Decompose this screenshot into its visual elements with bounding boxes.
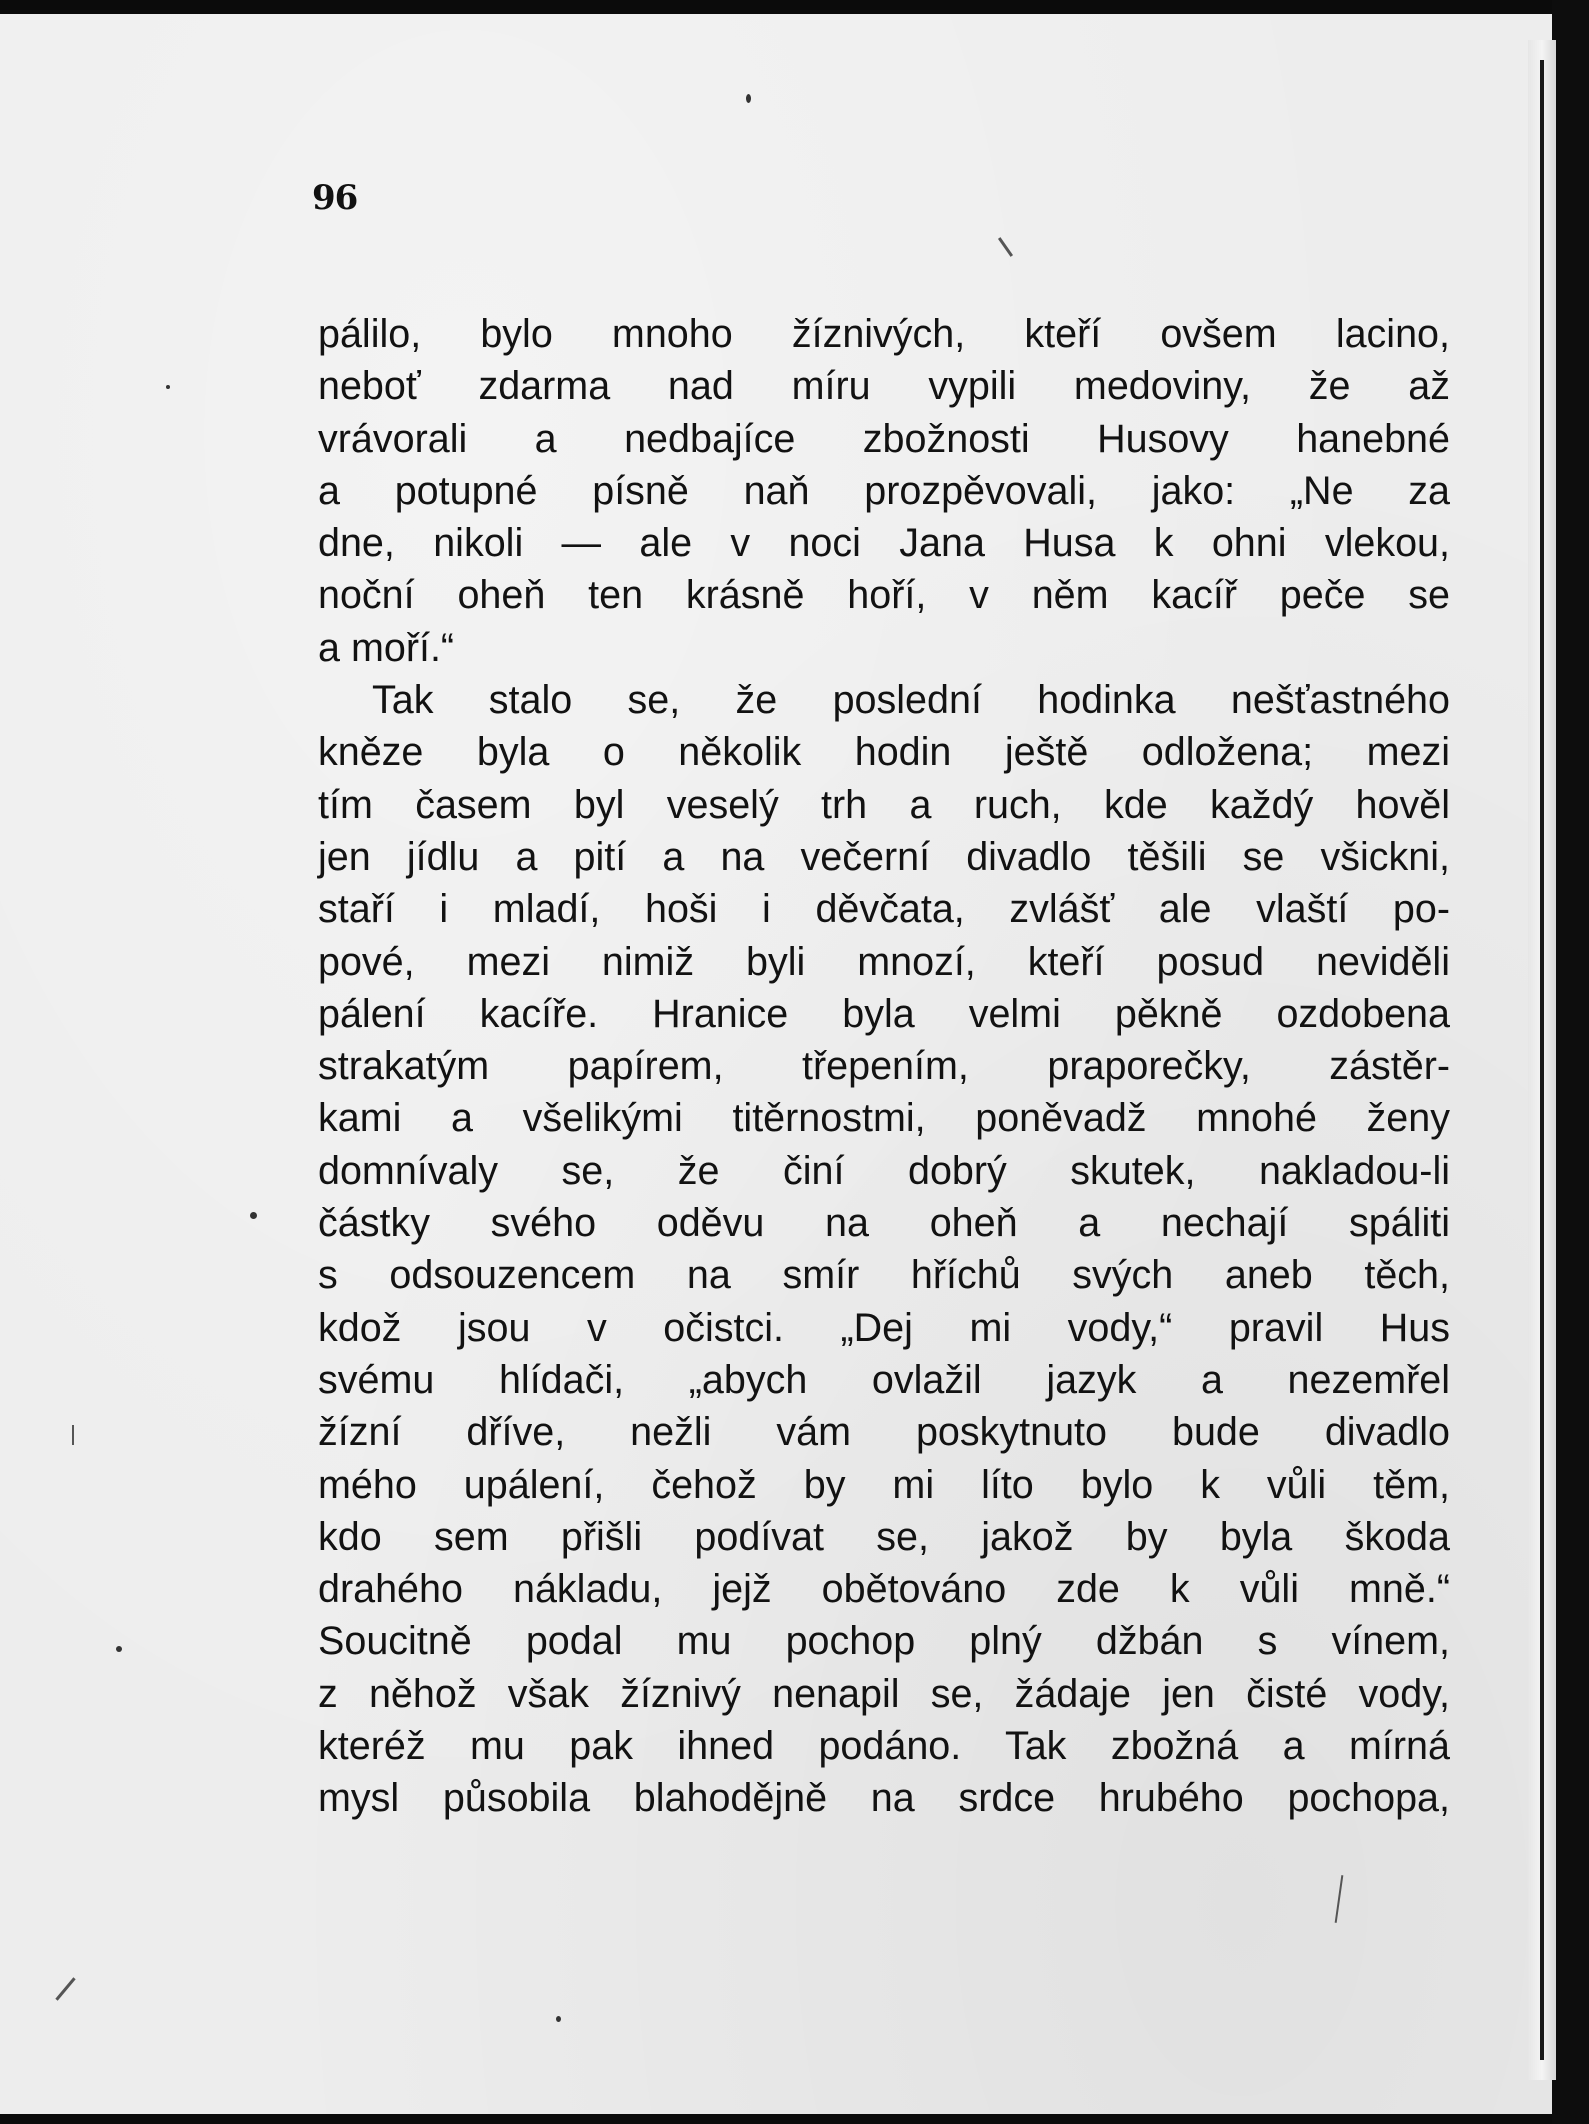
text-line: z něhož však žíznivý nenapil se, žádaje jen čisté vody, (318, 1671, 1450, 1716)
body-text (318, 308, 1450, 1825)
text-line: staří i mladí, hoši i děvčata, zvlášť ale vlaští po- (318, 887, 1450, 932)
text-line: jen jídlu a pití a na večerní divadlo těšili se všickni, (318, 834, 1450, 879)
text-line: vrávorali a nedbajíce zbožnosti Husovy hanebné (318, 416, 1450, 461)
page-edge-shadow (1540, 60, 1544, 2060)
text-line: mysl působila blahodějně na srdce hrubého pochopa, (318, 1776, 1450, 1821)
text-line: noční oheň ten krásně hoří, v něm kacíř peče se (318, 573, 1450, 618)
scan-scratch (72, 1425, 74, 1445)
text-line: pálilo, bylo mnoho žíznivých, kteří ovšem lacino, (318, 312, 1450, 356)
scan-speck (556, 2016, 561, 2022)
text-line: svému hlídači, „abych ovlažil jazyk a nezemřel (318, 1357, 1450, 1402)
text-line: žízní dříve, nežli vám poskytnuto bude divadlo (318, 1410, 1450, 1455)
text-line: částky svého oděvu na oheň a nechají spáliti (318, 1201, 1450, 1246)
text-line: a moří.“ (318, 625, 455, 670)
text-line: kami a všelikými titěrnostmi, poněvadž mnohé ženy (318, 1096, 1450, 1141)
text-line: kteréž mu pak ihned podáno. Tak zbožná a mírná (318, 1724, 1450, 1769)
text-line: kdo sem přišli podívat se, jakož by byla škoda (318, 1514, 1450, 1559)
scan-border-dark (1552, 0, 1589, 2124)
text-line: s odsouzencem na smír hříchů svých aneb těch, (318, 1253, 1450, 1298)
text-line: domnívaly se, že činí dobrý skutek, nakladou-li (318, 1148, 1450, 1193)
text-line: kdož jsou v očistci. „Dej mi vody,“ pravil Hus (318, 1305, 1450, 1350)
text-line: pálení kacíře. Hranice byla velmi pěkně ozdobena (318, 991, 1450, 1036)
text-line: mého upálení, čehož by mi líto bylo k vůli těm, (318, 1462, 1450, 1507)
text-line: strakatým papírem, třepením, praporečky, zástěr- (318, 1044, 1450, 1089)
text-line: kněze byla o několik hodin ještě odložena; mezi (318, 730, 1450, 775)
text-line: Soucitně podal mu pochop plný džbán s vínem, (318, 1619, 1450, 1664)
text-line: tím časem byl veselý trh a ruch, kde každý hověl (318, 782, 1450, 827)
text-line: drahého nákladu, jejž obětováno zde k vůli mně.“ (318, 1567, 1450, 1612)
text-line: dne, nikoli — ale v noci Jana Husa k ohni vlekou, (318, 521, 1450, 566)
text-line: neboť zdarma nad míru vypili medoviny, že až (318, 364, 1450, 409)
scan-speck (746, 94, 751, 103)
paragraph-start-line: Tak stalo se, že poslední hodinka nešťastného (372, 678, 1450, 723)
page-number: 96 (312, 178, 358, 218)
text-line: a potupné písně naň prozpěvovali, jako: „Ne za (318, 468, 1450, 513)
scan-speck (116, 1646, 122, 1652)
scan-speck (166, 385, 170, 389)
text-line: pové, mezi nimiž byli mnozí, kteří posud neviděli (318, 939, 1450, 984)
scan-speck (250, 1212, 257, 1219)
